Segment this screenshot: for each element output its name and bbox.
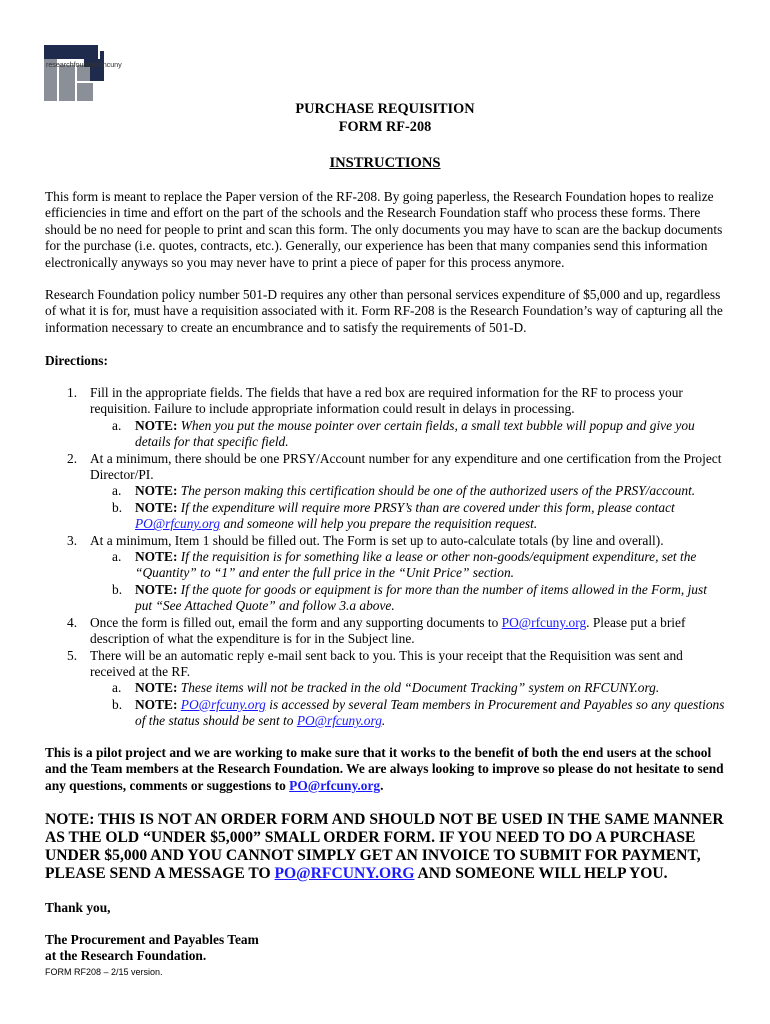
note-text: When you put the mouse pointer over certain fields, a small text bubble will popup and give you details for that specific field. [135,417,695,450]
sub-label: b. [112,581,123,597]
list-text: Once the form is filled out, email the form and any supporting documents to [90,614,502,630]
sub-label: a. [112,417,122,433]
warning-text: NOTE: THIS IS NOT AN ORDER FORM AND SHOULD NOT BE USED IN THE SAME MANNER AS THE OLD “UNDER $5,000” SMALL ORDER FORM. IF YOU NEED TO DO A PURCHASE UNDER $5,000 AND YOU CANNOT SIMPLY GET AN INVOICE TO SUBMIT FOR PAYMENT, PLEASE SEND A MESSAGE TO [45,811,724,882]
sub-label: b. [112,499,123,515]
sub-item [45,549,725,582]
list-item [45,615,725,648]
note-text: If the requisition is for something like a lease or other non-goods/equipment expenditure, set the “Quantity” to “1” and enter the full price in the “Unit Price” section. [135,549,697,581]
intro-paragraph: This form is meant to replace the Paper version of the RF-208. By going paperless, the Research Foundation hopes to realize efficiencies in time and effort on the part of the schools and the Research Foundation staff who process these forms. There should be no need for people to print and scan this form. The only documents you may have to scan are the backup documents for the purchase (i.e. quotes, contracts, etc.). Generally, our experience has been that many companies send this information electronically anyways so you may never have to print a piece of paper for this process anymore. [45,189,723,270]
email-link[interactable]: PO@rfcuny.org [289,777,381,793]
directions-list [45,385,725,730]
list-item [45,451,725,484]
team-name: The Procurement and Payables Team [45,932,259,947]
sub-item [45,500,725,533]
sub-item [45,418,725,451]
sub-item [45,582,725,615]
logo-text: researchfoundationcuny [46,60,122,69]
signature-block [45,932,259,965]
list-text: Fill in the appropriate fields. The fields that have a red box are required information for the RF to process your requisition. Failure to include appropriate information could result in delays in processing. [90,385,683,417]
thanks-line: Thank you, [45,900,111,915]
note-label: NOTE: [135,696,178,712]
form-number: FORM RF-208 [338,119,432,135]
note-text: . [381,713,386,729]
note-text: If the expenditure will require more PRSY’s than are covered under this form, please contact [177,499,675,515]
list-number: 1. [67,385,78,400]
form-version: FORM RF208 – 2/15 version. [45,967,163,977]
list-number: 4. [67,614,78,630]
list-number: 5. [67,647,78,663]
sub-label: b. [112,696,123,712]
sub-item [45,483,725,499]
form-title: PURCHASE REQUISITION [295,101,475,117]
sub-label: a. [112,483,122,499]
list-text: At a minimum, Item 1 should be filled out. The Form is set up to auto-calculate totals (by line and overall). [90,532,664,548]
policy-paragraph: Research Foundation policy number 501-D requires any other than personal services expenditure of $5,000 and up, regardless of what it is for, must have a requisition associated with it. Form RF-208 is the Research Foundation’s way of capturing all the information necessary to create an encumbrance and to satisfy the requirements of 501-D. [45,287,723,335]
note-label: NOTE: [135,499,178,515]
team-org: at the Research Foundation. [45,948,207,964]
list-item [45,385,725,418]
list-text: At a minimum, there should be one PRSY/Account number for any expenditure and one certification from the Project Director/PI. [90,450,722,483]
note-text: These items will not be tracked in the old “Document Tracking” system on RFCUNY.org. [177,680,660,696]
note-label: NOTE: [135,483,178,499]
list-text: There will be an automatic reply e-mail sent back to you. This is your receipt that the Requisition was sent and received at the RF. [90,647,683,679]
sub-item [45,680,725,696]
email-link[interactable]: PO@rfcuny.org [180,696,266,712]
email-link[interactable]: PO@rfcuny.org [296,713,382,729]
pilot-text: This is a pilot project and we are working to make sure that it works to the benefit of both the end users at the school and the Team members at the Research Foundation. We are always looking to improve so please do not hesitate to send any questions, comments or suggestions to [45,745,724,793]
note-text: and someone will help you prepare the requisition request. [220,516,538,532]
sub-label: a. [112,680,122,696]
list-item [45,533,725,549]
note-label: NOTE: [135,581,178,597]
email-link[interactable]: PO@rfcuny.org [135,516,221,532]
note-label: NOTE: [135,417,178,433]
pilot-paragraph [45,745,725,794]
order-form-warning [45,811,745,883]
note-text: If the quote for goods or equipment is for more than the number of items allowed in the Form, just put “See Attached Quote” and follow 3.a above. [135,581,707,614]
note-text: The person making this certification should be one of the authorized users of the PRSY/account. [177,483,696,499]
note-text: is accessed by several Team members in Procurement and Payables so any questions of the status should be sent to [135,696,725,729]
email-link[interactable]: PO@rfcuny.org [501,614,587,630]
warning-end: AND SOMEONE WILL HELP YOU. [414,865,668,882]
sub-label: a. [112,549,122,565]
email-link[interactable]: PO@RFCUNY.ORG [274,865,415,882]
instructions-heading: INSTRUCTIONS [329,155,441,171]
pilot-end: . [380,777,384,793]
list-number: 3. [67,532,78,548]
list-number: 2. [67,450,78,466]
list-text: . Please put a brief description of what the expenditure is for in the Subject line. [90,614,686,647]
note-label: NOTE: [135,680,178,696]
list-item [45,648,725,681]
note-label: NOTE: [135,549,178,565]
directions-heading: Directions: [45,353,108,368]
sub-item [45,697,725,730]
